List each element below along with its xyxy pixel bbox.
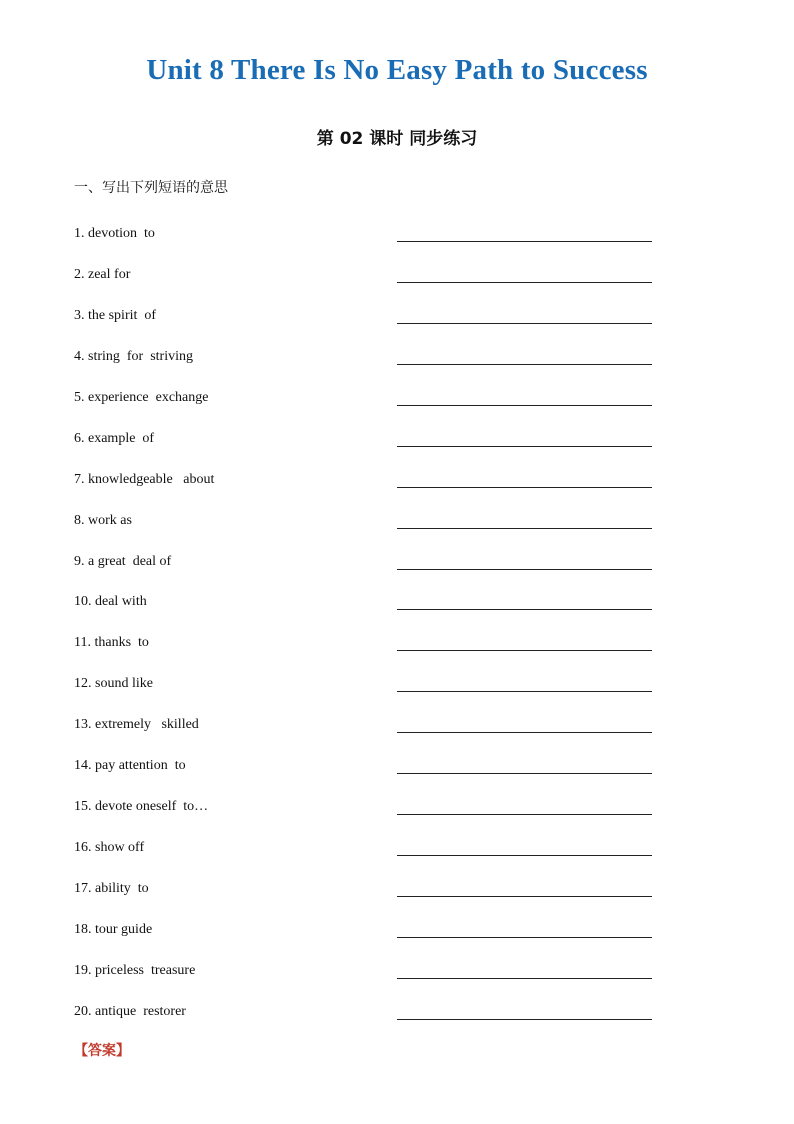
answer-blank[interactable]	[397, 773, 652, 774]
exercise-item	[74, 877, 654, 901]
answer-blank[interactable]	[397, 978, 652, 979]
exercise-item	[74, 836, 654, 860]
exercise-item	[74, 959, 654, 983]
answer-blank[interactable]	[397, 732, 652, 733]
answer-section-label: 【答案】	[74, 1043, 130, 1059]
exercise-item	[74, 918, 654, 942]
answer-blank[interactable]	[397, 896, 652, 897]
item-label: 13. extremely skilled	[74, 717, 199, 732]
exercise-item	[74, 550, 654, 574]
exercise-item	[74, 427, 654, 451]
answer-blank[interactable]	[397, 364, 652, 365]
item-label: 15. devote oneself to…	[74, 799, 209, 814]
answer-blank[interactable]	[397, 569, 652, 570]
exercise-item	[74, 509, 654, 533]
section-heading: 一、写出下列短语的意思	[74, 180, 228, 196]
item-label: 2. zeal for	[74, 267, 131, 282]
exercise-item	[74, 631, 654, 655]
exercise-item	[74, 345, 654, 369]
answer-blank[interactable]	[397, 937, 652, 938]
exercise-item	[74, 672, 654, 696]
item-label: 17. ability to	[74, 881, 149, 896]
answer-blank[interactable]	[397, 609, 652, 610]
exercise-item	[74, 386, 654, 410]
item-label: 8. work as	[74, 513, 132, 528]
item-label: 18. tour guide	[74, 922, 153, 937]
item-label: 12. sound like	[74, 676, 153, 691]
item-label: 7. knowledgeable about	[74, 472, 215, 487]
exercise-item	[74, 795, 654, 819]
item-label: 6. example of	[74, 431, 155, 446]
answer-blank[interactable]	[397, 691, 652, 692]
answer-blank[interactable]	[397, 446, 652, 447]
exercise-item	[74, 1000, 654, 1024]
exercise-item	[74, 304, 654, 328]
answer-blank[interactable]	[397, 282, 652, 283]
answer-blank[interactable]	[397, 1019, 652, 1020]
item-label: 20. antique restorer	[74, 1004, 186, 1019]
answer-blank[interactable]	[397, 814, 652, 815]
exercise-item	[74, 263, 654, 287]
item-label: 3. the spirit of	[74, 308, 157, 323]
item-label: 4. string for striving	[74, 349, 193, 364]
answer-blank[interactable]	[397, 650, 652, 651]
exercise-item	[74, 754, 654, 778]
exercise-item	[74, 468, 654, 492]
item-label: 9. a great deal of	[74, 554, 172, 569]
lesson-subtitle: 第 02 课时 同步练习	[316, 129, 478, 149]
answer-blank[interactable]	[397, 487, 652, 488]
item-label: 5. experience exchange	[74, 390, 209, 405]
item-label: 1. devotion to	[74, 226, 155, 241]
answer-blank[interactable]	[397, 855, 652, 856]
item-label: 19. priceless treasure	[74, 963, 196, 978]
answer-blank[interactable]	[397, 528, 652, 529]
answer-blank[interactable]	[397, 241, 652, 242]
exercise-item	[74, 590, 654, 614]
item-label: 10. deal with	[74, 594, 147, 609]
exercise-item	[74, 222, 654, 246]
item-label: 14. pay attention to	[74, 758, 186, 773]
answer-blank[interactable]	[397, 405, 652, 406]
answer-blank[interactable]	[397, 323, 652, 324]
item-label: 11. thanks to	[74, 635, 149, 650]
exercise-item	[74, 713, 654, 737]
document-title: Unit 8 There Is No Easy Path to Success	[146, 54, 648, 86]
item-label: 16. show off	[74, 840, 145, 855]
